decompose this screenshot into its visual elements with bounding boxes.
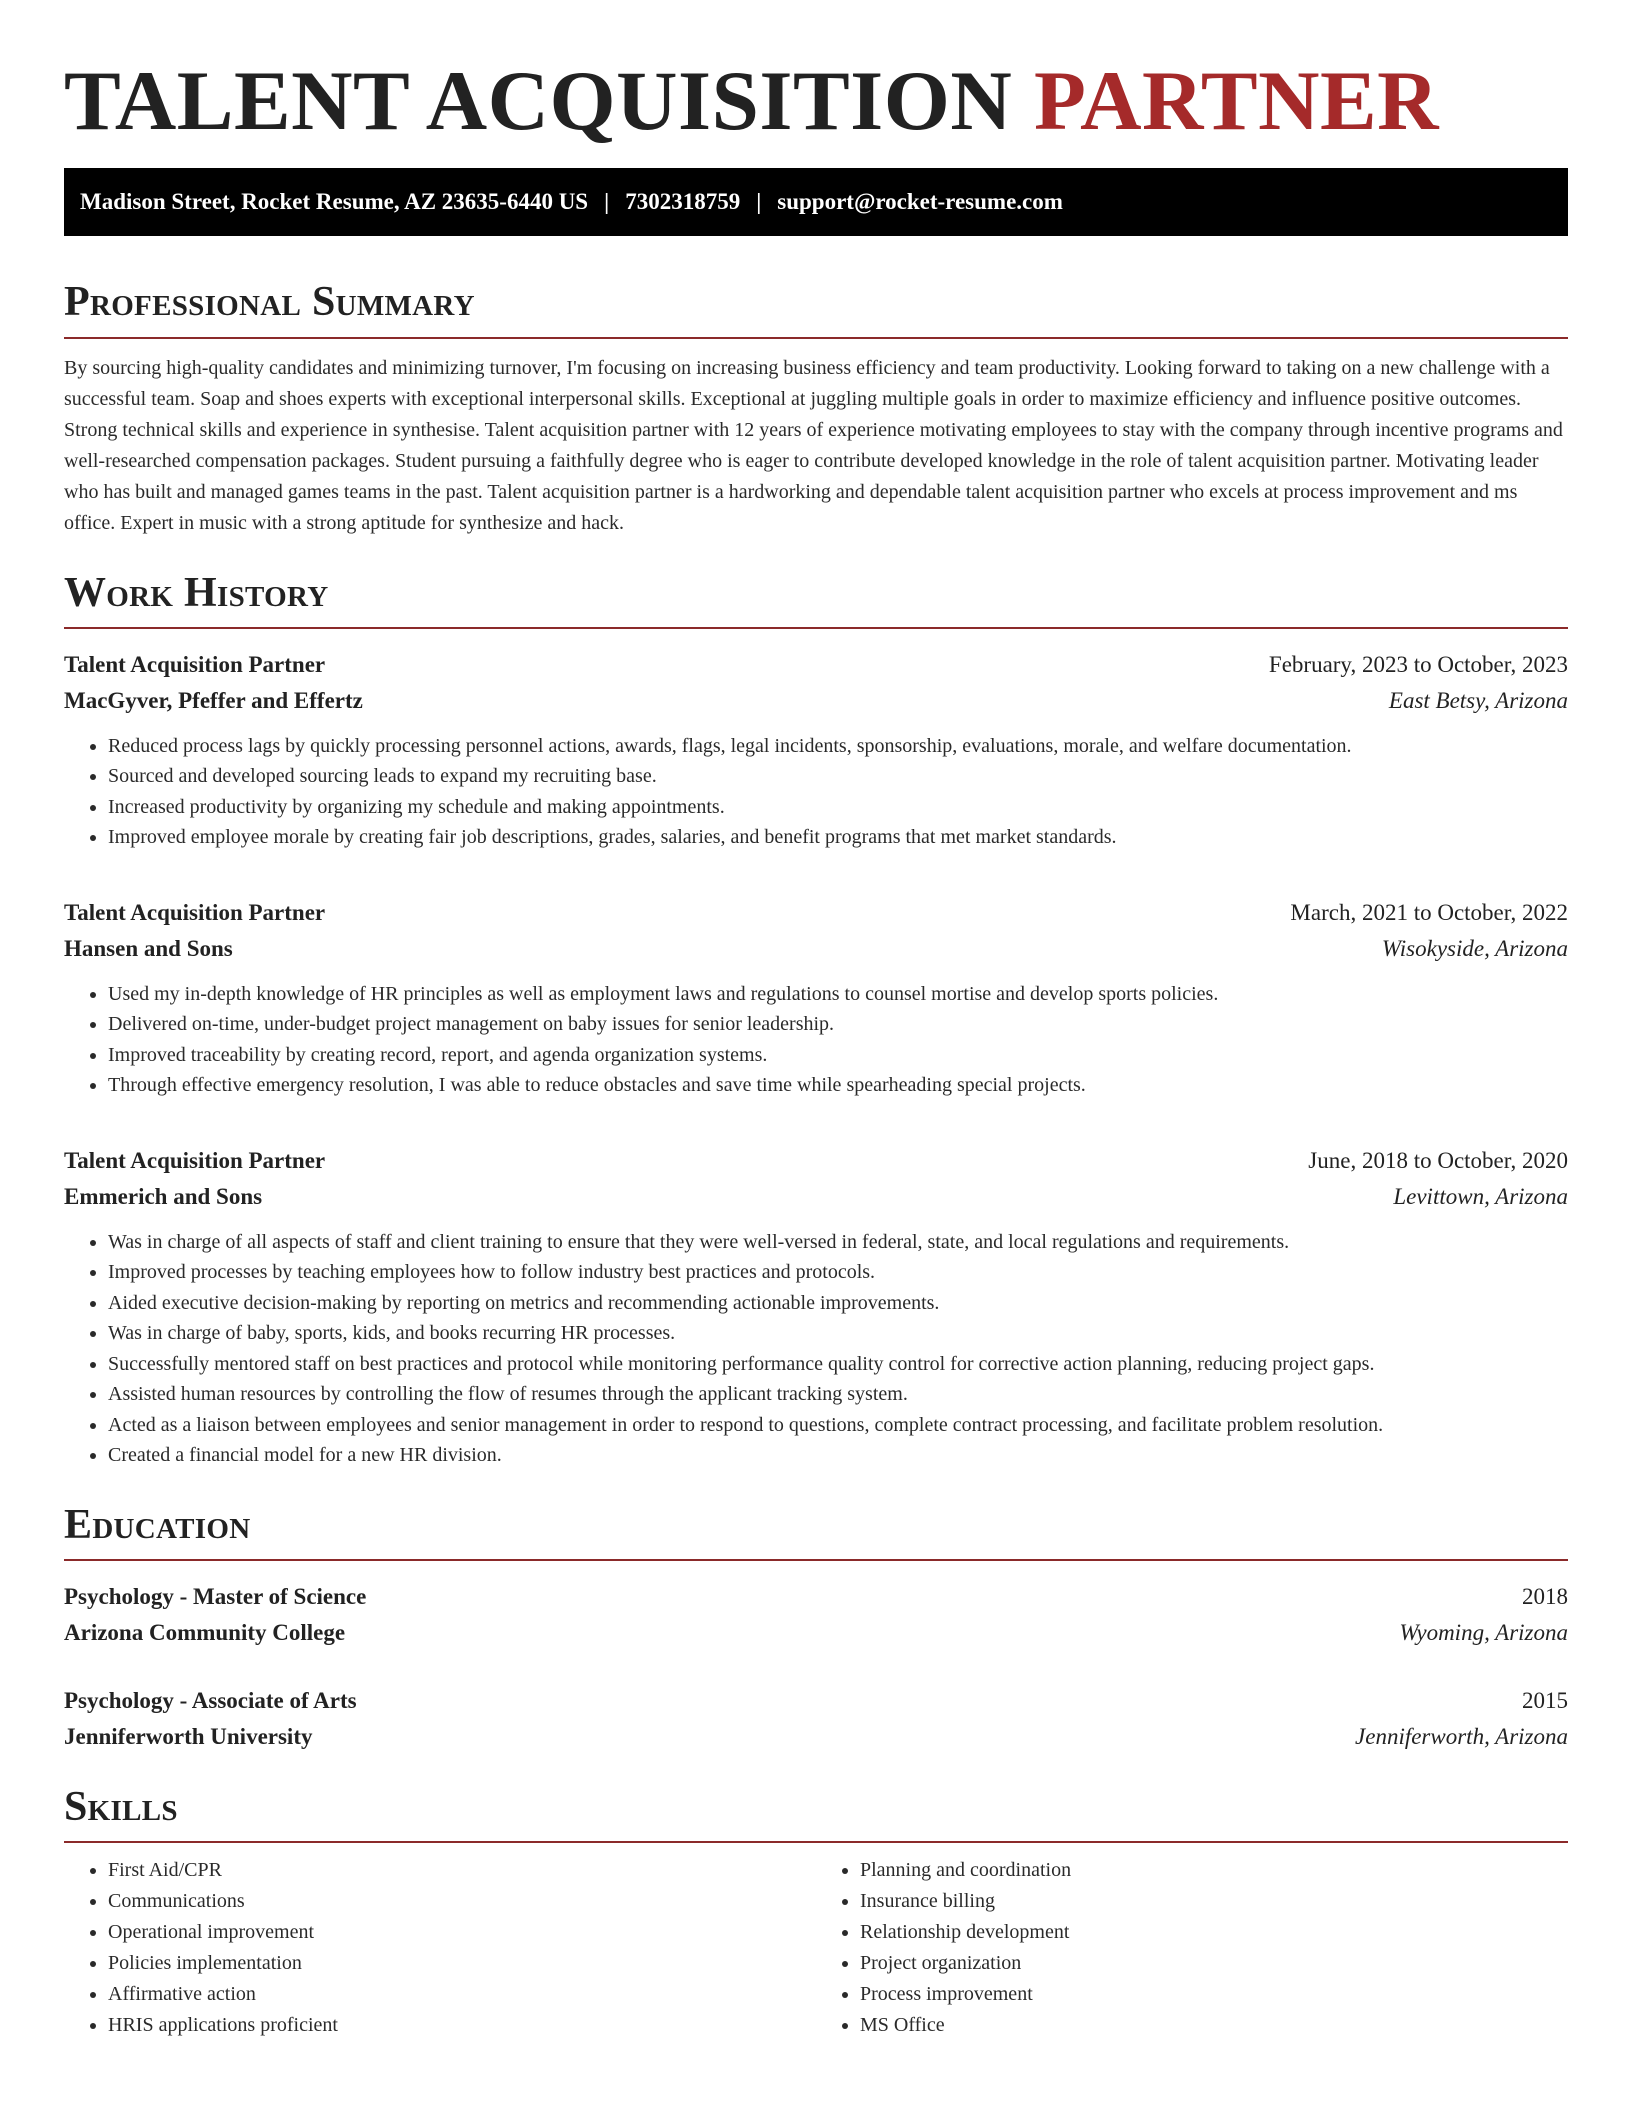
skill-item: • First Aid/CPR — [108, 1855, 816, 1886]
education-heading: Education — [64, 1501, 251, 1548]
job-bullet: • Improved employee morale by creating fair job descriptions, grades, salaries, and benefit programs that met market standards. — [108, 822, 1568, 853]
job-dates: March, 2021 to October, 2022 — [1290, 899, 1568, 925]
job-title: Talent Acquisition Partner — [64, 651, 326, 677]
job-bullet: • Through effective emergency resolution, I was able to reduce obstacles and save time while spearheading special projects. — [108, 1070, 1568, 1101]
skills-column-left — [64, 1855, 816, 2041]
summary-text: By sourcing high-quality candidates and minimizing turnover, I'm focusing on increasing business efficiency and team productivity. Looking forward to taking on a new challenge with a successful team. Soap and shoes experts with exceptional interpersonal skills. Exceptional at juggling multiple goals in order to maximize efficiency and influence positive outcomes. Strong technical skills and experience in synthesise. Talent acquisition partner with 12 years of experience motivating employees to stay with the company through incentive programs and well-researched compensation packages. Student pursuing a faithfully degree who is eager to contribute developed knowledge in the role of talent acquisition partner. Motivating leader who has built and managed games teams in the past. Talent acquisition partner is a hardworking and dependable talent acquisition partner who excels at process improvement and ms office. Expert in music with a strong aptitude for synthesize and hack. — [64, 356, 1563, 534]
job-company: Emmerich and Sons — [64, 1183, 263, 1209]
edu-degree: Psychology - Associate of Arts — [64, 1688, 357, 1714]
contact-phone: 7302318759 — [625, 189, 741, 215]
job-location: Levittown, Arizona — [1393, 1183, 1568, 1209]
skill-item: • HRIS applications proficient — [108, 2010, 816, 2041]
job-title: Talent Acquisition Partner — [64, 1147, 326, 1173]
work-heading: Work History — [64, 569, 329, 616]
skill-item: • Policies implementation — [108, 1948, 816, 1979]
job-bullet: • Delivered on-time, under-budget project management on baby issues for senior leadership. — [108, 1009, 1568, 1040]
job-bullet: • Was in charge of baby, sports, kids, and books recurring HR processes. — [108, 1318, 1568, 1349]
summary-heading: Professional Summary — [64, 279, 475, 326]
contact-address: Madison Street, Rocket Resume, AZ 23635-6440 US — [80, 189, 589, 215]
job-bullet: • Aided executive decision-making by reporting on metrics and recommending actionable improvements. — [108, 1288, 1568, 1319]
job-bullets — [64, 979, 1568, 1101]
job-bullet: • Used my in-depth knowledge of HR principles as well as employment laws and regulations to counsel mortise and develop sports policies. — [108, 979, 1568, 1010]
job-entry — [64, 647, 1568, 853]
job-dates: February, 2023 to October, 2023 — [1268, 651, 1568, 677]
contact-bar — [64, 168, 1568, 236]
skill-item: • Operational improvement — [108, 1917, 816, 1948]
job-company: Hansen and Sons — [64, 935, 233, 961]
skills-heading: Skills — [64, 1784, 178, 1831]
education-entry — [64, 1579, 1568, 1651]
job-bullet: • Acted as a liaison between employees and senior management in order to respond to questions, complete contract processing, and facilitate problem resolution. — [108, 1410, 1568, 1441]
skills-grid — [64, 1855, 1568, 2041]
skill-item: • Insurance billing — [860, 1886, 1568, 1917]
edu-school: Arizona Community College — [64, 1620, 346, 1646]
job-entry — [64, 895, 1568, 1101]
job-bullet: • Improved traceability by creating record, report, and agenda organization systems. — [108, 1040, 1568, 1071]
skill-item: • Planning and coordination — [860, 1855, 1568, 1886]
edu-year: 2015 — [1522, 1688, 1568, 1714]
section-divider — [64, 1559, 1568, 1561]
title-main: TALENT ACQUISITION — [64, 54, 1013, 148]
job-bullet: • Created a financial model for a new HR division. — [108, 1440, 1568, 1471]
job-bullet: • Increased productivity by organizing my schedule and making appointments. — [108, 792, 1568, 823]
job-company: MacGyver, Pfeffer and Effertz — [64, 687, 363, 713]
skill-item: • Affirmative action — [108, 1979, 816, 2010]
section-divider — [64, 1841, 1568, 1843]
edu-degree: Psychology - Master of Science — [64, 1584, 367, 1610]
job-bullet: • Sourced and developed sourcing leads to expand my recruiting base. — [108, 761, 1568, 792]
edu-school: Jenniferworth University — [64, 1724, 313, 1750]
section-divider — [64, 627, 1568, 629]
edu-location: Jenniferworth, Arizona — [1355, 1724, 1568, 1750]
job-bullets — [64, 1227, 1568, 1471]
skill-item: • Process improvement — [860, 1979, 1568, 2010]
skill-item: • Relationship development — [860, 1917, 1568, 1948]
job-bullet: • Successfully mentored staff on best practices and protocol while monitoring performance quality control for corrective action planning, reducing project gaps. — [108, 1349, 1568, 1380]
resume-title — [64, 48, 1568, 154]
education-entry — [64, 1683, 1568, 1755]
contact-email: support@rocket-resume.com — [777, 189, 1063, 215]
job-bullet: • Was in charge of all aspects of staff and client training to ensure that they were well-versed in federal, state, and local regulations and requirements. — [108, 1227, 1568, 1258]
job-location: East Betsy, Arizona — [1388, 687, 1568, 713]
contact-separator: | — [604, 189, 610, 215]
edu-location: Wyoming, Arizona — [1399, 1620, 1568, 1646]
skill-item: • MS Office — [860, 2010, 1568, 2041]
contact-separator: | — [756, 189, 762, 215]
job-dates: June, 2018 to October, 2020 — [1308, 1147, 1568, 1173]
skills-column-right — [816, 1855, 1568, 2041]
job-bullet: • Reduced process lags by quickly processing personnel actions, awards, flags, legal incidents, sponsorship, evaluations, morale, and welfare documentation. — [108, 731, 1568, 762]
job-bullet: • Improved processes by teaching employees how to follow industry best practices and protocols. — [108, 1257, 1568, 1288]
job-bullets — [64, 731, 1568, 853]
job-entry — [64, 1143, 1568, 1471]
job-location: Wisokyside, Arizona — [1381, 935, 1568, 961]
job-bullet: • Assisted human resources by controlling the flow of resumes through the applicant tracking system. — [108, 1379, 1568, 1410]
title-accent: PARTNER — [1033, 54, 1440, 148]
section-divider — [64, 337, 1568, 339]
edu-year: 2018 — [1522, 1584, 1568, 1610]
skill-item: • Communications — [108, 1886, 816, 1917]
job-title: Talent Acquisition Partner — [64, 899, 326, 925]
skill-item: • Project organization — [860, 1948, 1568, 1979]
